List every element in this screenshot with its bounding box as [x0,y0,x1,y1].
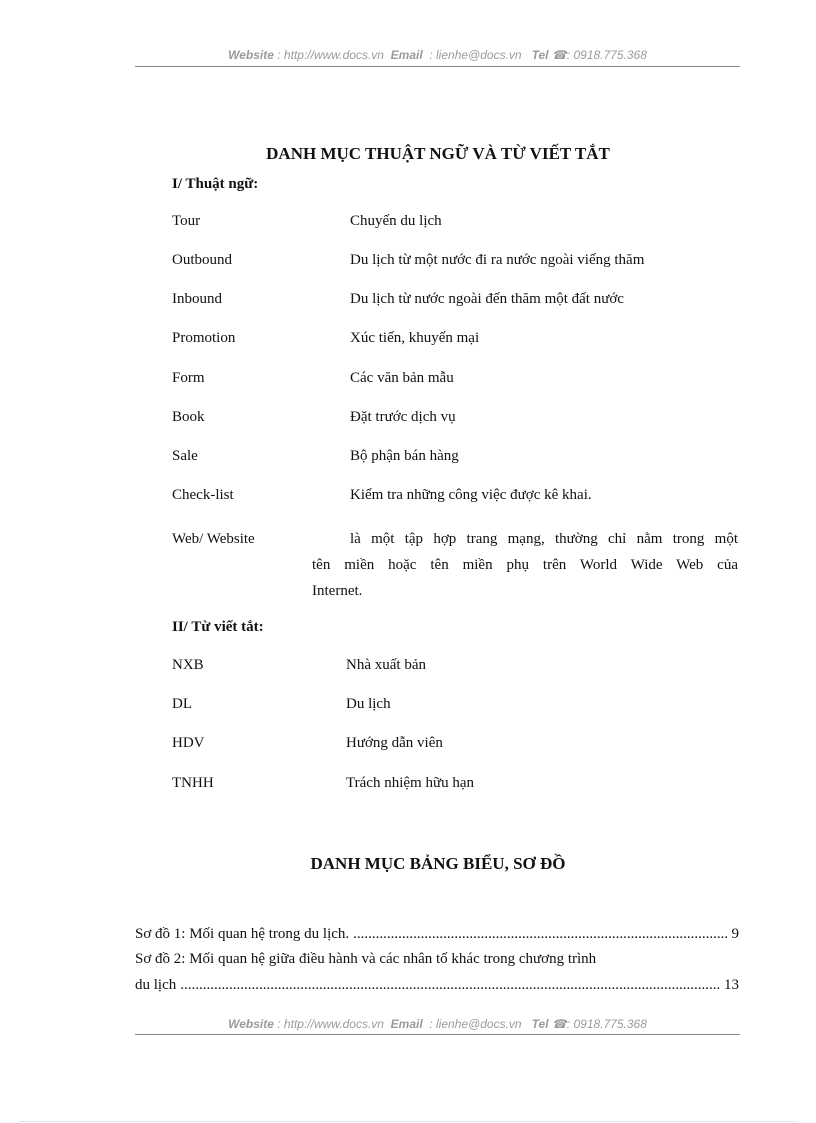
website-label: Website [228,48,274,62]
term-label: Promotion [172,330,236,346]
abbr-row [172,735,738,755]
toc-page-number: 13 [724,977,739,993]
terms-title: DANH MỤC THUẬT NGỮ VÀ TỪ VIẾT TẮT [266,144,610,163]
website-url[interactable]: : http://www.docs.vn [277,1017,384,1031]
tel-number: : 0918.775.368 [566,1017,647,1031]
page-footer [135,1017,740,1031]
tel-number: : 0918.775.368 [566,48,647,62]
term-row [172,409,738,429]
term-label: Inbound [172,291,222,307]
section-terms-heading: I/ Thuật ngữ: [172,176,259,192]
phone-icon: ☎ [551,1017,567,1031]
abbr-meaning: Trách nhiệm hữu hạn [346,775,474,791]
term-label: Tour [172,213,201,229]
footer-rule [135,1034,740,1035]
abbr-label: TNHH [172,775,214,791]
term-definition: Bộ phận bán hàng [350,448,459,464]
toc-page-number: 9 [731,926,739,942]
term-row [172,370,738,390]
abbr-row [172,696,738,716]
term-definition: Xúc tiến, khuyến mại [350,330,480,346]
term-label: Outbound [172,252,232,268]
email-label: Email [390,48,423,62]
term-definition: Đặt trước dịch vụ [350,409,456,425]
tables-title: DANH MỤC BẢNG BIỂU, SƠ ĐỒ [310,854,566,873]
section-abbr-heading: II/ Từ viết tắt: [172,619,264,635]
toc-entry-label[interactable]: Sơ đồ 2: Mối quan hệ giữa điều hành và các nhân tố khác trong chương trình [135,951,597,967]
phone-icon: ☎ [551,48,567,62]
term-definition-line: là một tập hợp trang mạng, thường chỉ nằm trong một [350,531,738,547]
term-label: Web/ Website [172,531,255,547]
term-definition-line: Internet. [312,583,363,599]
term-definition-line: tên miền hoặc tên miền phụ trên World Wide Web của [312,557,738,573]
term-label: Check-list [172,487,234,503]
toc-leader [353,926,727,943]
toc-entry[interactable] [135,926,739,946]
abbr-meaning: Nhà xuất bản [346,657,426,673]
header-rule [135,66,740,67]
term-label: Book [172,409,205,425]
abbr-meaning: Du lịch [346,696,391,712]
toc-entry-label: du lịch [135,977,177,993]
term-row [172,330,738,350]
term-label: Sale [172,448,198,464]
toc-entry[interactable] [135,977,739,997]
term-row [172,291,738,311]
abbr-label: NXB [172,657,204,673]
website-url[interactable]: : http://www.docs.vn [277,48,384,62]
term-label: Form [172,370,205,386]
term-definition: Du lịch từ một nước đi ra nước ngoài viếng thăm [350,252,645,268]
term-definition: Kiểm tra những công việc được kê khai. [350,487,592,503]
abbr-meaning: Hướng dẫn viên [346,735,443,751]
page-header [135,48,740,62]
term-definition: Du lịch từ nước ngoài đến thăm một đất nước [350,291,624,307]
term-row [172,213,738,233]
term-definition: Chuyến du lịch [350,213,442,229]
term-row [172,252,738,272]
tel-label: Tel [531,1017,549,1031]
email-address[interactable]: : lienhe@docs.vn [429,1017,522,1031]
email-address[interactable]: : lienhe@docs.vn [429,48,522,62]
page-bottom-border [20,1121,796,1122]
email-label: Email [390,1017,423,1031]
website-label: Website [228,1017,274,1031]
abbr-row [172,775,738,795]
term-row [172,448,738,468]
toc-leader [180,977,720,994]
abbr-label: HDV [172,735,205,751]
term-definition: Các văn bản mẫu [350,370,454,386]
abbr-label: DL [172,696,192,712]
term-row [172,487,738,507]
tel-label: Tel [531,48,549,62]
abbr-row [172,657,738,677]
toc-entry-label: Sơ đồ 1: Mối quan hệ trong du lịch. [135,926,350,942]
